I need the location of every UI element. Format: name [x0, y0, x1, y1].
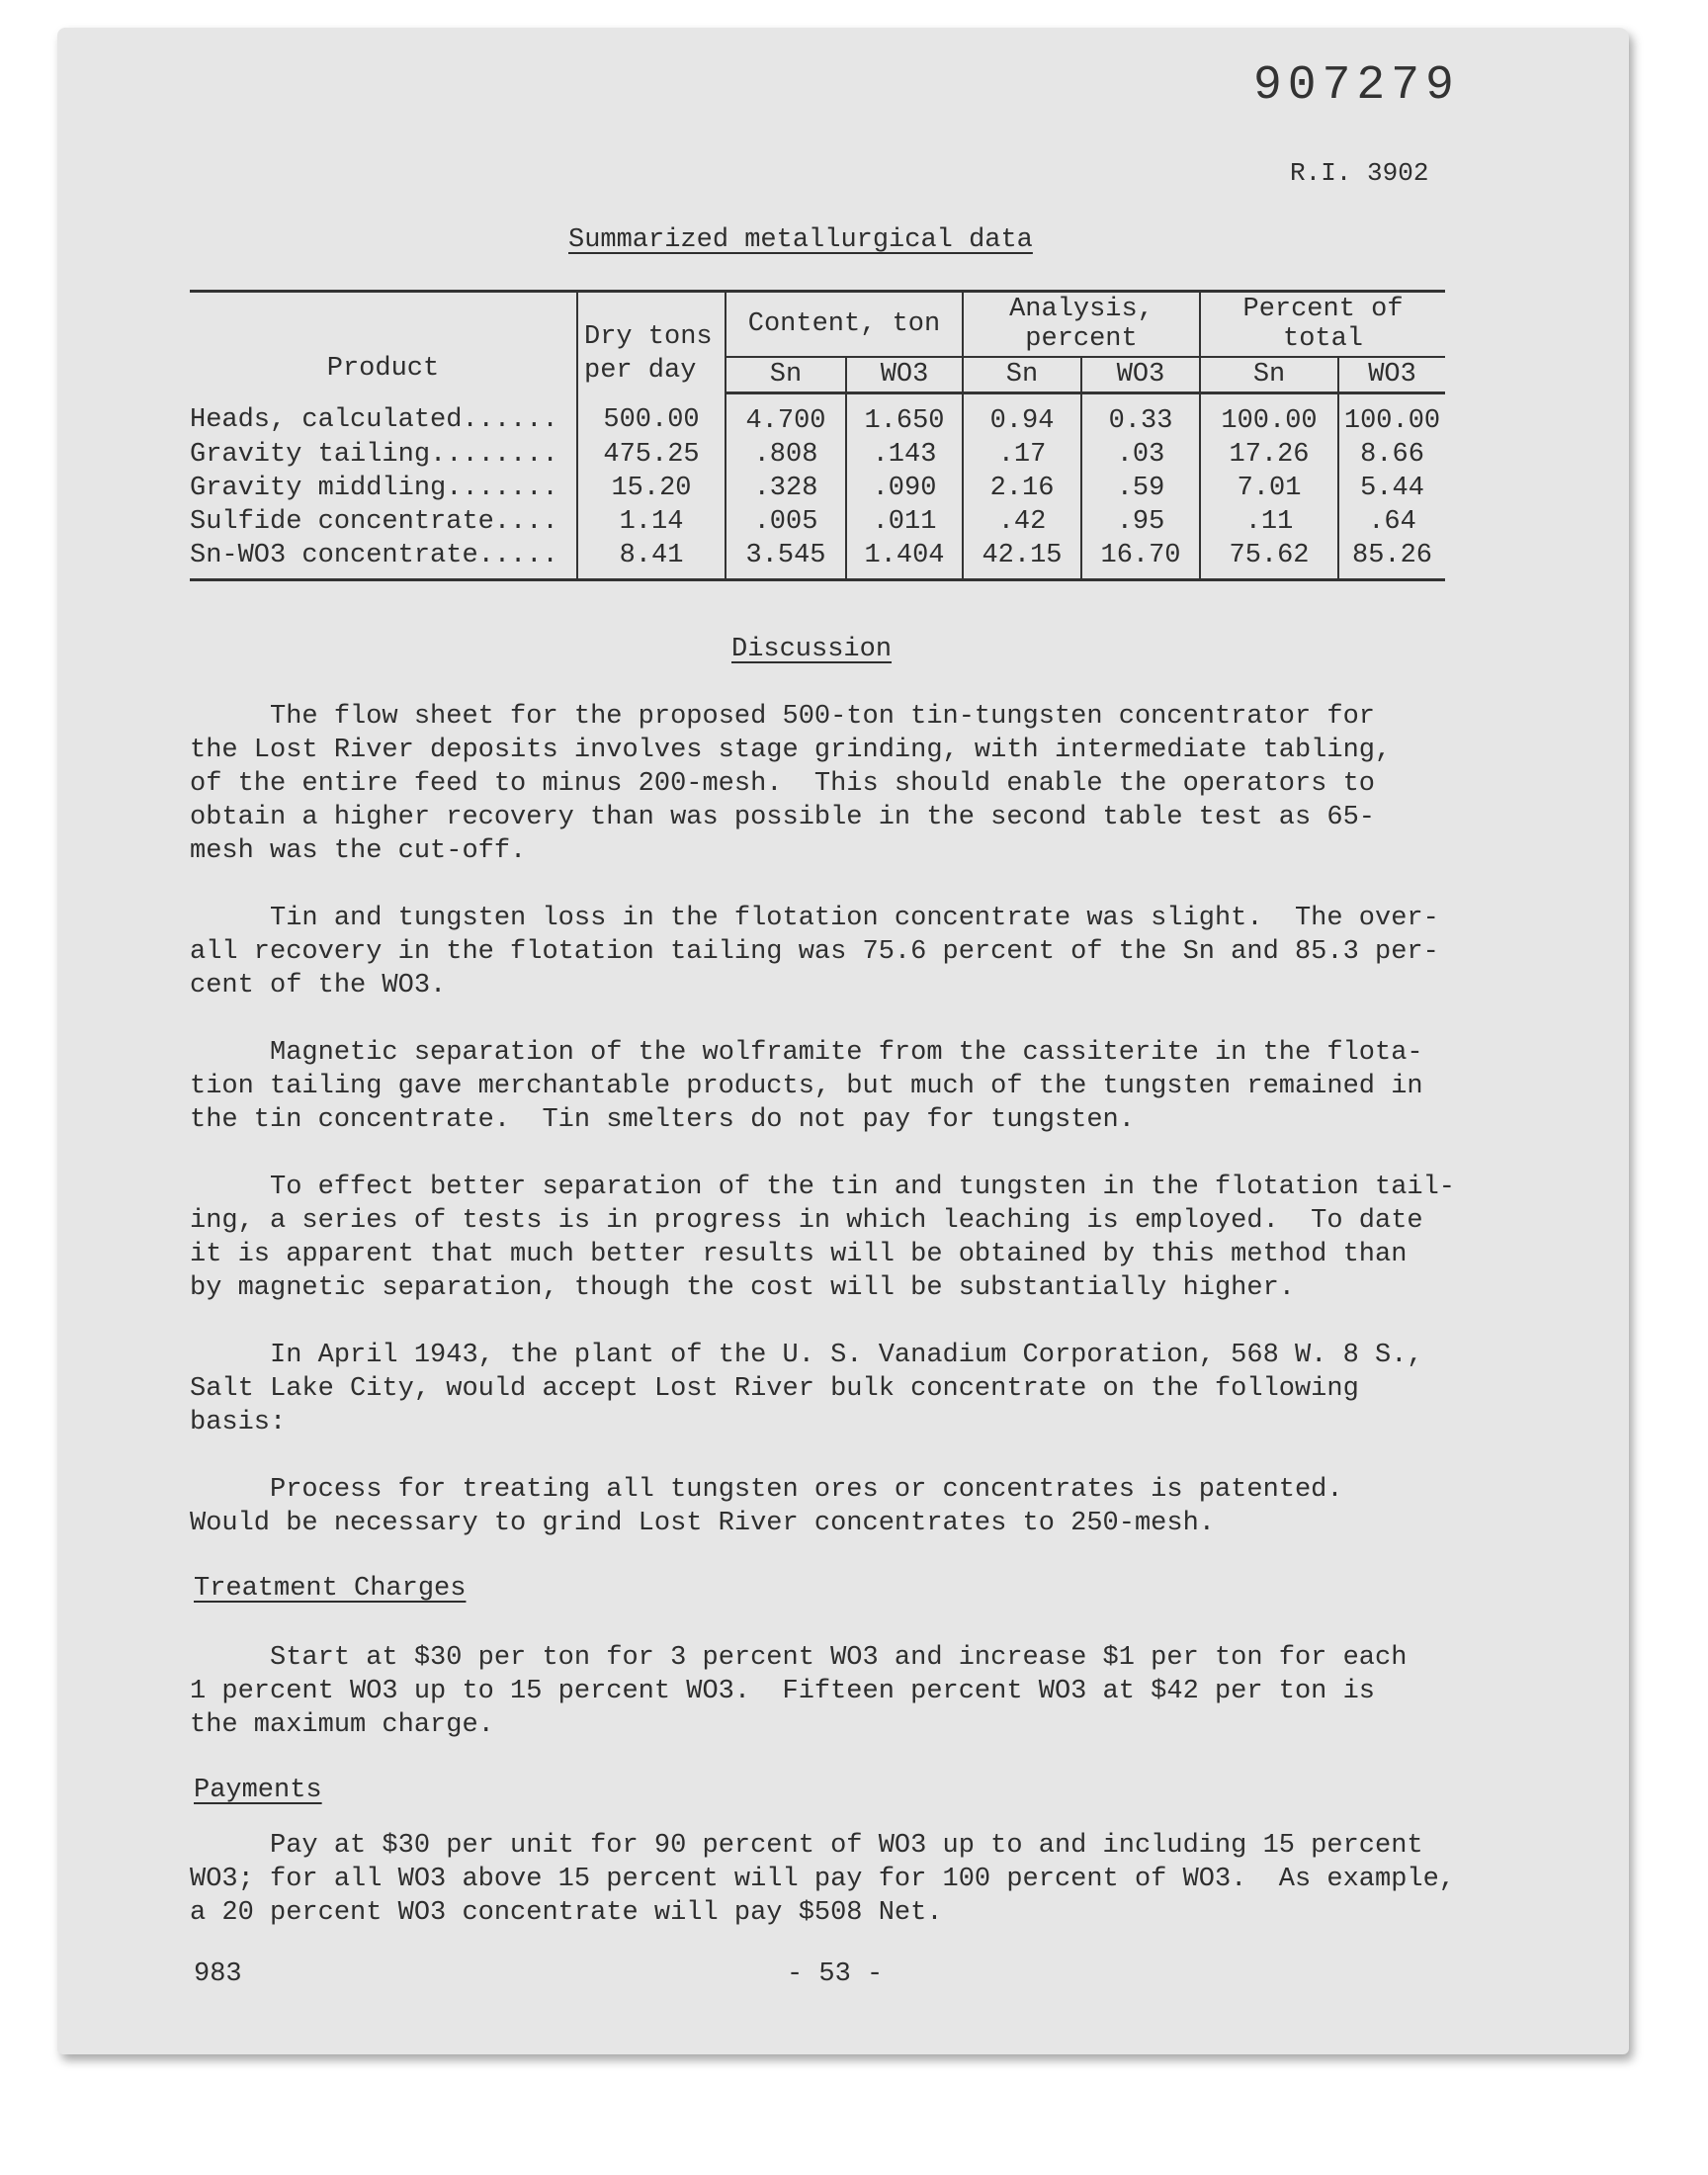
row-analysis-sn: 42.15	[963, 539, 1081, 580]
table-row	[190, 393, 1445, 439]
row-content-wo3: .090	[846, 472, 963, 505]
report-reference: R.I. 3902	[1290, 158, 1429, 188]
header-dry-tons: Dry tons per day	[577, 292, 726, 393]
row-content-sn: .005	[726, 505, 846, 539]
row-pct-sn: 75.62	[1200, 539, 1338, 580]
row-analysis-wo3: .95	[1081, 505, 1200, 539]
treatment-charges-heading: Treatment Charges	[194, 1574, 467, 1604]
row-product: Gravity middling.......	[190, 472, 577, 505]
table-row	[190, 438, 1445, 472]
table-row	[190, 539, 1445, 580]
header-product: Product	[190, 292, 577, 393]
row-content-wo3: 1.404	[846, 539, 963, 580]
row-pct-sn: 100.00	[1200, 393, 1338, 439]
row-pct-wo3: 8.66	[1360, 440, 1424, 470]
row-dry-tons: 1.14	[577, 505, 726, 539]
row-analysis-wo3: .03	[1081, 438, 1200, 472]
document-number: 907279	[1253, 59, 1460, 113]
paragraph-process-patented: Process for treating all tungsten ores or concentrates is patented. Would be necessary to grind Lost River concentrates to 250-mesh.	[190, 1475, 1343, 1538]
payments-text: Pay at $30 per unit for 90 percent of WO3 up to and including 15 percent WO3; for all WO3 above 15 percent will pay for 100 percent of WO3. As example, a 20 percent WO3 concentrate will pay $508 Net.	[190, 1831, 1456, 1928]
row-product: Heads, calculated......	[190, 393, 577, 439]
row-dry-tons: 15.20	[577, 472, 726, 505]
row-analysis-sn: 0.94	[963, 393, 1081, 439]
paragraph-vanadium-corporation: In April 1943, the plant of the U. S. Vanadium Corporation, 568 W. 8 S., Salt Lake City, would accept Lost River bulk concentrate on the following basis:	[190, 1341, 1423, 1437]
header-percent-total: Percent of total	[1200, 292, 1445, 358]
header-analysis-wo3: WO3	[1081, 357, 1200, 393]
row-pct-sn: 7.01	[1200, 472, 1338, 505]
row-content-sn: .328	[726, 472, 846, 505]
row-content-wo3: 1.650	[846, 393, 963, 439]
row-product: Sn-WO3 concentrate.....	[190, 539, 577, 580]
row-pct-wo3: 5.44	[1360, 474, 1424, 503]
row-content-wo3: .011	[846, 505, 963, 539]
metallurgical-data-table	[190, 290, 1445, 581]
paragraph-flotation-loss: Tin and tungsten loss in the flotation concentrate was slight. The over- all recovery in the flotation tailing was 75.6 percent of the Sn and 85.3 per- cent of the WO3.	[190, 904, 1439, 1000]
header-percent-wo3: WO3	[1338, 357, 1445, 393]
row-content-sn: .808	[726, 438, 846, 472]
header-content-wo3: WO3	[846, 357, 963, 393]
row-dry-tons: 8.41	[577, 539, 726, 580]
table-row	[190, 505, 1445, 539]
row-product: Gravity tailing........	[190, 438, 577, 472]
row-content-sn: 3.545	[726, 539, 846, 580]
header-content-sn: Sn	[726, 357, 846, 393]
table-title: Summarized metallurgical data	[568, 225, 1033, 255]
row-analysis-sn: 2.16	[963, 472, 1081, 505]
row-analysis-wo3: 16.70	[1081, 539, 1200, 580]
row-pct-sn: .11	[1200, 505, 1338, 539]
header-analysis-sn: Sn	[963, 357, 1081, 393]
row-content-wo3: .143	[846, 438, 963, 472]
row-dry-tons: 500.00	[577, 393, 726, 439]
discussion-heading: Discussion	[731, 635, 893, 664]
row-analysis-sn: .17	[963, 438, 1081, 472]
row-analysis-wo3: .59	[1081, 472, 1200, 505]
row-pct-wo3: 85.26	[1338, 539, 1445, 580]
paragraph-leaching-tests: To effect better separation of the tin and tungsten in the flotation tail- ing, a series of tests is in progress in which leaching is employed. To date it is apparent that much better results will be obtained by this method than by magnetic separation, though the cost will be substantially higher.	[190, 1173, 1456, 1303]
paragraph-magnetic-separation: Magnetic separation of the wolframite from the cassiterite in the flota- tion tailing gave merchantable products, but much of the tungsten remained in the tin concentrate. Tin smelters do not pay for tungsten.	[190, 1038, 1423, 1135]
row-pct-sn: 17.26	[1200, 438, 1338, 472]
row-analysis-wo3: 0.33	[1081, 393, 1200, 439]
row-content-sn: 4.700	[726, 393, 846, 439]
row-analysis-sn: .42	[963, 505, 1081, 539]
header-content: Content, ton	[726, 292, 963, 358]
paragraph-flow-sheet: The flow sheet for the proposed 500-ton tin-tungsten concentrator for the Lost River deposits involves stage grinding, with intermediate tabling, of the entire feed to minus 200-mesh. This should enable the operators to obtain a higher recovery than was possible in the second table test as 65- mesh was the cut-off.	[190, 702, 1392, 866]
header-analysis: Analysis, percent	[963, 292, 1200, 358]
header-percent-sn: Sn	[1200, 357, 1338, 393]
row-pct-wo3: 100.00	[1343, 406, 1441, 436]
page-number: - 53 -	[787, 1959, 884, 1989]
treatment-charges-text: Start at $30 per ton for 3 percent WO3 and increase $1 per ton for each 1 percent WO3 up to 15 percent WO3. Fifteen percent WO3 at $42 per ton is the maximum charge.	[190, 1643, 1408, 1740]
payments-heading: Payments	[194, 1776, 322, 1805]
footer-number: 983	[194, 1959, 242, 1989]
row-pct-wo3: .64	[1368, 507, 1416, 537]
row-product: Sulfide concentrate....	[190, 505, 577, 539]
table-row	[190, 472, 1445, 505]
row-dry-tons: 475.25	[577, 438, 726, 472]
